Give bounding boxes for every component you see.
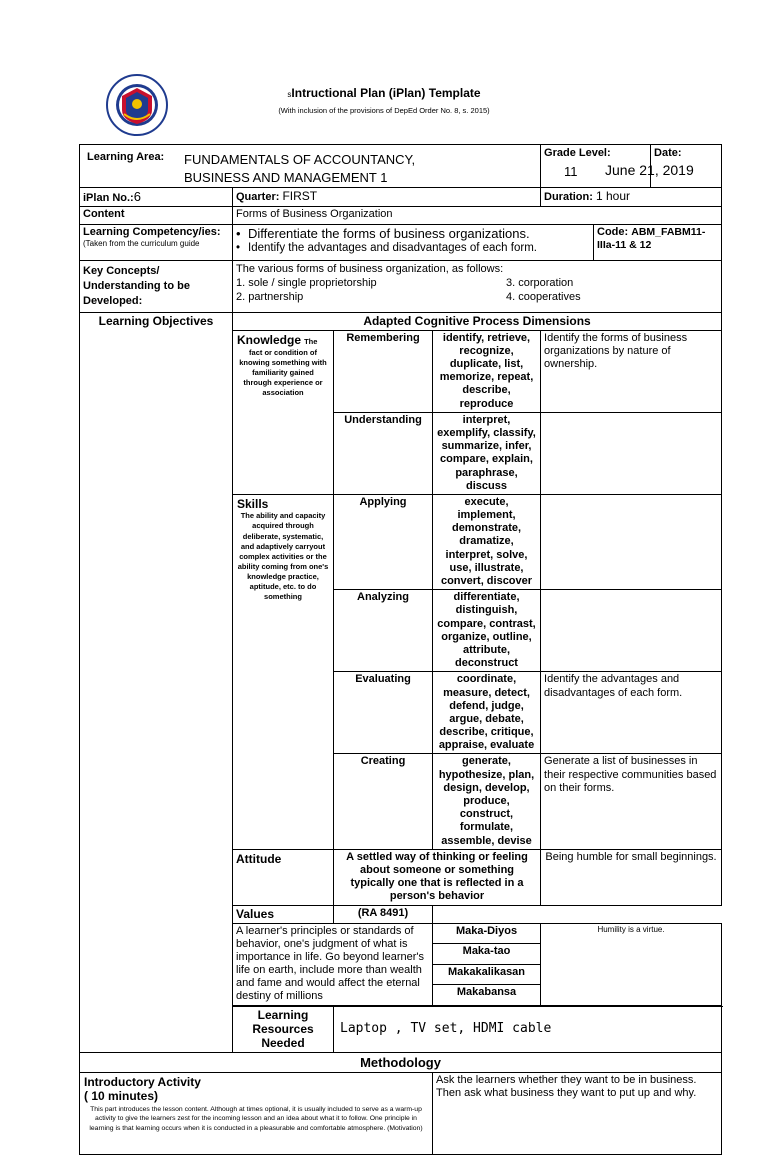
- verbs-understanding: interpret, exemplify, classify, summarize, infer, compare, explain, paraphrase, discuss: [433, 412, 541, 494]
- objective-remembering: Identify the forms of business organizations by nature of ownership.: [541, 330, 722, 412]
- learning-area-label: Learning Area:: [87, 151, 165, 163]
- objective-creating: Generate a list of businesses in their respective communities based on their forms.: [541, 754, 722, 849]
- objective-evaluating: Identify the advantages and disadvantages of each form.: [541, 672, 722, 754]
- duration-label: Duration:: [544, 191, 593, 204]
- document-title: sIntructional Plan (iPlan) Template: [287, 86, 481, 100]
- learning-area-cell: [80, 145, 541, 188]
- intro-label: Introductory Activity: [84, 1074, 201, 1089]
- intro-cell: [80, 1072, 433, 1154]
- attitude-objective: Being humble for small beginnings.: [541, 849, 722, 905]
- value-maka-tao: Maka-tao: [433, 944, 541, 965]
- key-form-4: 4. cooperatives: [506, 291, 581, 304]
- dimension-evaluating: Evaluating: [334, 672, 433, 754]
- verbs-creating: generate, hypothesize, plan, design, develop, produce, construct, formulate, assemble, devise: [433, 754, 541, 849]
- iplan-table: [79, 144, 722, 1155]
- verbs-applying: execute, implement, demonstrate, dramatize, interpret, solve, use, illustrate, convert, discover: [433, 494, 541, 589]
- deped-seal-logo: [106, 74, 168, 136]
- values-objective: Humility is a virtue.: [541, 923, 722, 1005]
- iplan-no-label: iPlan No.:: [83, 192, 134, 205]
- key-form-3: 3. corporation: [506, 277, 574, 290]
- resources-value: [334, 1006, 722, 1052]
- skills-desc: The ability and capacity acquired through deliberate, systematic, and adaptively carryout complex activities or the ability coming from one's knowledge practice, aptitude, etc. to do something: [237, 511, 329, 602]
- objective-analyzing: [541, 590, 722, 672]
- duration-cell: [541, 188, 722, 207]
- intro-desc: This part introduces the lesson content. Although at times optional, it is usually included to serve as a warm-up activity to give the learners zest for the incoming lesson and an idea about what it to follow. One principle in learning is that learning occurs when it is conducted in a pleasurable and comfortable atmosphere. (Motivation): [89, 1105, 423, 1133]
- values-spacer: [433, 905, 722, 923]
- iplan-no-cell: [80, 188, 233, 207]
- quarter-label: Quarter:: [236, 191, 280, 204]
- value-makakalikasan: Makakalikasan: [433, 964, 541, 985]
- learning-objectives-label: Learning Objectives: [80, 313, 233, 1053]
- code-value-line2: IIIa-11 & 12: [597, 239, 652, 252]
- verbs-evaluating: coordinate, measure, detect, defend, judge, argue, debate, describe, critique, appraise, evaluate: [433, 672, 541, 754]
- code-label: Code:: [597, 226, 629, 239]
- competency-label: Learning Competency/ies:: [83, 226, 221, 239]
- attitude-desc: A settled way of thinking or feeling about someone or something typically one that is reflected in a person's behavior: [334, 849, 541, 905]
- competency-list-cell: [233, 225, 594, 261]
- dimension-understanding: Understanding: [334, 412, 433, 494]
- dimension-analyzing: Analyzing: [334, 590, 433, 672]
- content-label: Content: [80, 207, 233, 225]
- values-label: Values: [233, 905, 334, 923]
- grade-level-label: Grade Level:: [544, 147, 611, 159]
- methodology-header: Methodology: [80, 1052, 722, 1072]
- dimension-applying: Applying: [334, 494, 433, 589]
- resources-text: Laptop , TV set, HDMI cable: [340, 1021, 552, 1037]
- knowledge-desc: fact or condition of knowing something with familiarity gained through experience or association: [239, 347, 327, 398]
- knowledge-label: Knowledge: [237, 332, 302, 347]
- verbs-analyzing: differentiate, distinguish, compare, contrast, organize, outline, attribute, deconstruct: [433, 590, 541, 672]
- grade-level-value: 11: [564, 164, 578, 180]
- value-maka-diyos: Maka-Diyos: [433, 923, 541, 944]
- dimension-creating: Creating: [334, 754, 433, 849]
- skills-label: Skills: [237, 496, 269, 511]
- key-concepts-label: Key Concepts/ Understanding to be Developed:: [80, 261, 233, 313]
- learning-area-line1: FUNDAMENTALS OF ACCOUNTANCY,: [184, 152, 416, 167]
- dimension-remembering: Remembering: [334, 330, 433, 412]
- key-concepts-intro: The various forms of business organization, as follows:: [236, 263, 504, 276]
- quarter-value: FIRST: [282, 189, 318, 204]
- competency-item-1: • Differentiate the forms of business organizations.: [236, 226, 590, 242]
- date-value: June 21, 2019: [605, 162, 694, 178]
- key-form-1: 1. sole / single proprietorship: [236, 277, 377, 290]
- competency-note: (Taken from the curriculum guide: [83, 239, 200, 249]
- learning-area-line2: BUSINESS AND MANAGEMENT 1: [184, 169, 388, 185]
- values-ra: (RA 8491): [334, 905, 433, 923]
- objective-applying: [541, 494, 722, 589]
- knowledge-cell: [233, 330, 334, 494]
- date-label: Date:: [654, 147, 682, 159]
- value-makabansa: Makabansa: [433, 985, 541, 1006]
- values-desc: A learner's principles or standards of behavior, one's judgment of what is importance in life. Go beyond learner's life on earth, include more than wealth and fame and would affect the eternal destiny of millions: [233, 923, 433, 1005]
- knowledge-desc-inline: The: [304, 336, 318, 346]
- key-concepts-value: [233, 261, 722, 313]
- objective-understanding: [541, 412, 722, 494]
- attitude-label: Attitude: [233, 849, 334, 905]
- document-subtitle: (With inclusion of the provisions of DepEd Order No. 8, s. 2015): [278, 106, 490, 115]
- competency-item-2: • Identify the advantages and disadvantages of each form.: [236, 242, 590, 256]
- acpd-header: Adapted Cognitive Process Dimensions: [233, 313, 722, 330]
- competency-label-cell: [80, 225, 233, 261]
- code-cell: [594, 225, 722, 261]
- intro-activity: Ask the learners whether they want to be in business. Then ask what business they want to put up and why.: [433, 1072, 722, 1154]
- key-form-2: 2. partnership: [236, 291, 304, 304]
- iplan-no-value: 6: [133, 189, 141, 205]
- verbs-remembering: identify, retrieve, recognize, duplicate, list, memorize, repeat, describe, reproduce: [433, 330, 541, 412]
- skills-cell: [233, 494, 334, 849]
- code-value-line1: ABM_FABM11-: [631, 226, 706, 239]
- quarter-cell: [233, 188, 541, 207]
- duration-value: 1 hour: [595, 189, 630, 204]
- intro-time: ( 10 minutes): [84, 1089, 159, 1104]
- content-value: Forms of Business Organization: [233, 207, 722, 225]
- resources-label: Learning Resources Needed: [233, 1006, 334, 1052]
